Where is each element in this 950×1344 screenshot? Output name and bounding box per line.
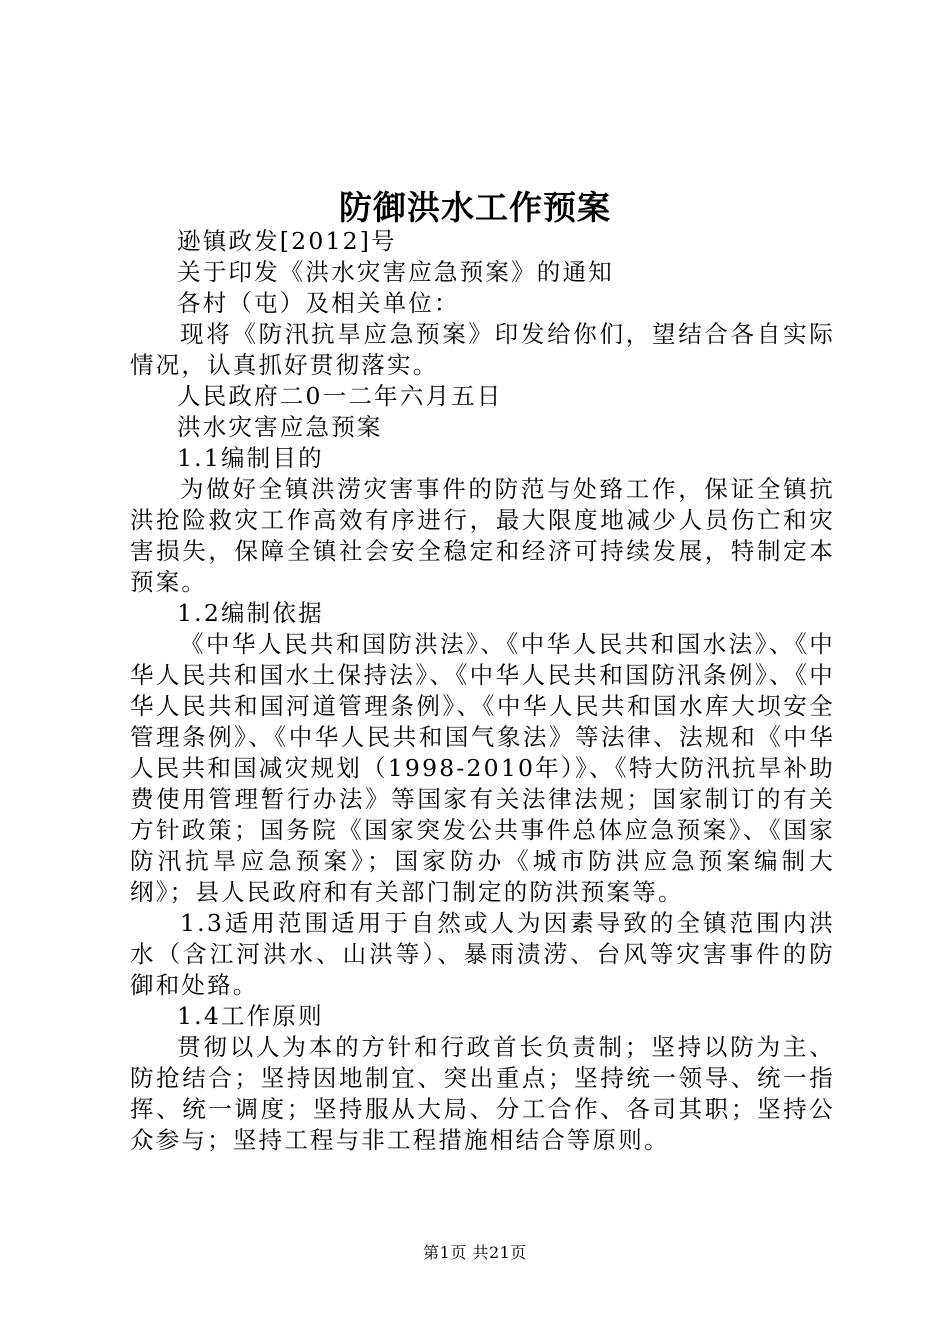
doc-number: 逊镇政发[2012]号 bbox=[177, 227, 397, 255]
notice-body: 现将《防汛抗旱应急预案》印发给你们，望结合各自实际情况，认真抓好贯彻落实。 bbox=[130, 320, 835, 379]
section-heading-1-1: 1.1编制目的 bbox=[177, 444, 324, 472]
section-body-1-3: 1.3适用范围适用于自然或人为因素导致的全镇范围内洪水（含江河洪水、山洪等）、暴雨渍涝、台风等灾害事件的防御和处臵。 bbox=[130, 909, 835, 999]
section-body-1-4: 贯彻以人为本的方针和行政首长负责制；坚持以防为主、防抢结合；坚持因地制宜、突出重点；坚持统一领导、统一指挥、统一调度；坚持服从大局、分工合作、各司其职；坚持公众参与；坚持工程与非工程措施相结合等原则。 bbox=[130, 1033, 835, 1154]
section-heading-1-2: 1.2编制依据 bbox=[177, 599, 324, 627]
document-title: 防御洪水工作预案 bbox=[339, 188, 611, 227]
page-number-footer: 第1页 共21页 bbox=[423, 1243, 527, 1262]
document-body bbox=[130, 226, 835, 1156]
section-body-1-2: 《中华人民共和国防洪法》、《中华人民共和国水法》、《中华人民共和国水土保持法》、《中华人民共和国防汛条例》、《中华人民共和国河道管理条例》、《中华人民共和国水库大坝安全管理条例》、《中华人民共和国气象法》等法律、法规和《中华人民共和国减灾规划（1998-2010年）》、《特大防汛抗旱补助费使用管理暂行办法》等国家有关法律法规；国家制订的有关方针政策；国务院《国家突发公共事件总体应急预案》、《国家防汛抗旱应急预案》；国家防办《城市防洪应急预案编制大纲》；县人民政府和有关部门制定的防洪预案等。 bbox=[130, 630, 835, 906]
section-heading-1-4: 1.4工作原则 bbox=[177, 1002, 324, 1030]
plan-title: 洪水灾害应急预案 bbox=[177, 413, 383, 441]
issuer-date: 人民政府二0一二年六月五日 bbox=[177, 382, 503, 410]
notice-title: 关于印发《洪水灾害应急预案》的通知 bbox=[177, 258, 614, 286]
addressee: 各村（屯）及相关单位： bbox=[177, 289, 460, 317]
section-body-1-1: 为做好全镇洪涝灾害事件的防范与处臵工作，保证全镇抗洪抢险救灾工作高效有序进行，最大限度地减少人员伤亡和灾害损失，保障全镇社会安全稳定和经济可持续发展，特制定本预案。 bbox=[130, 475, 835, 596]
